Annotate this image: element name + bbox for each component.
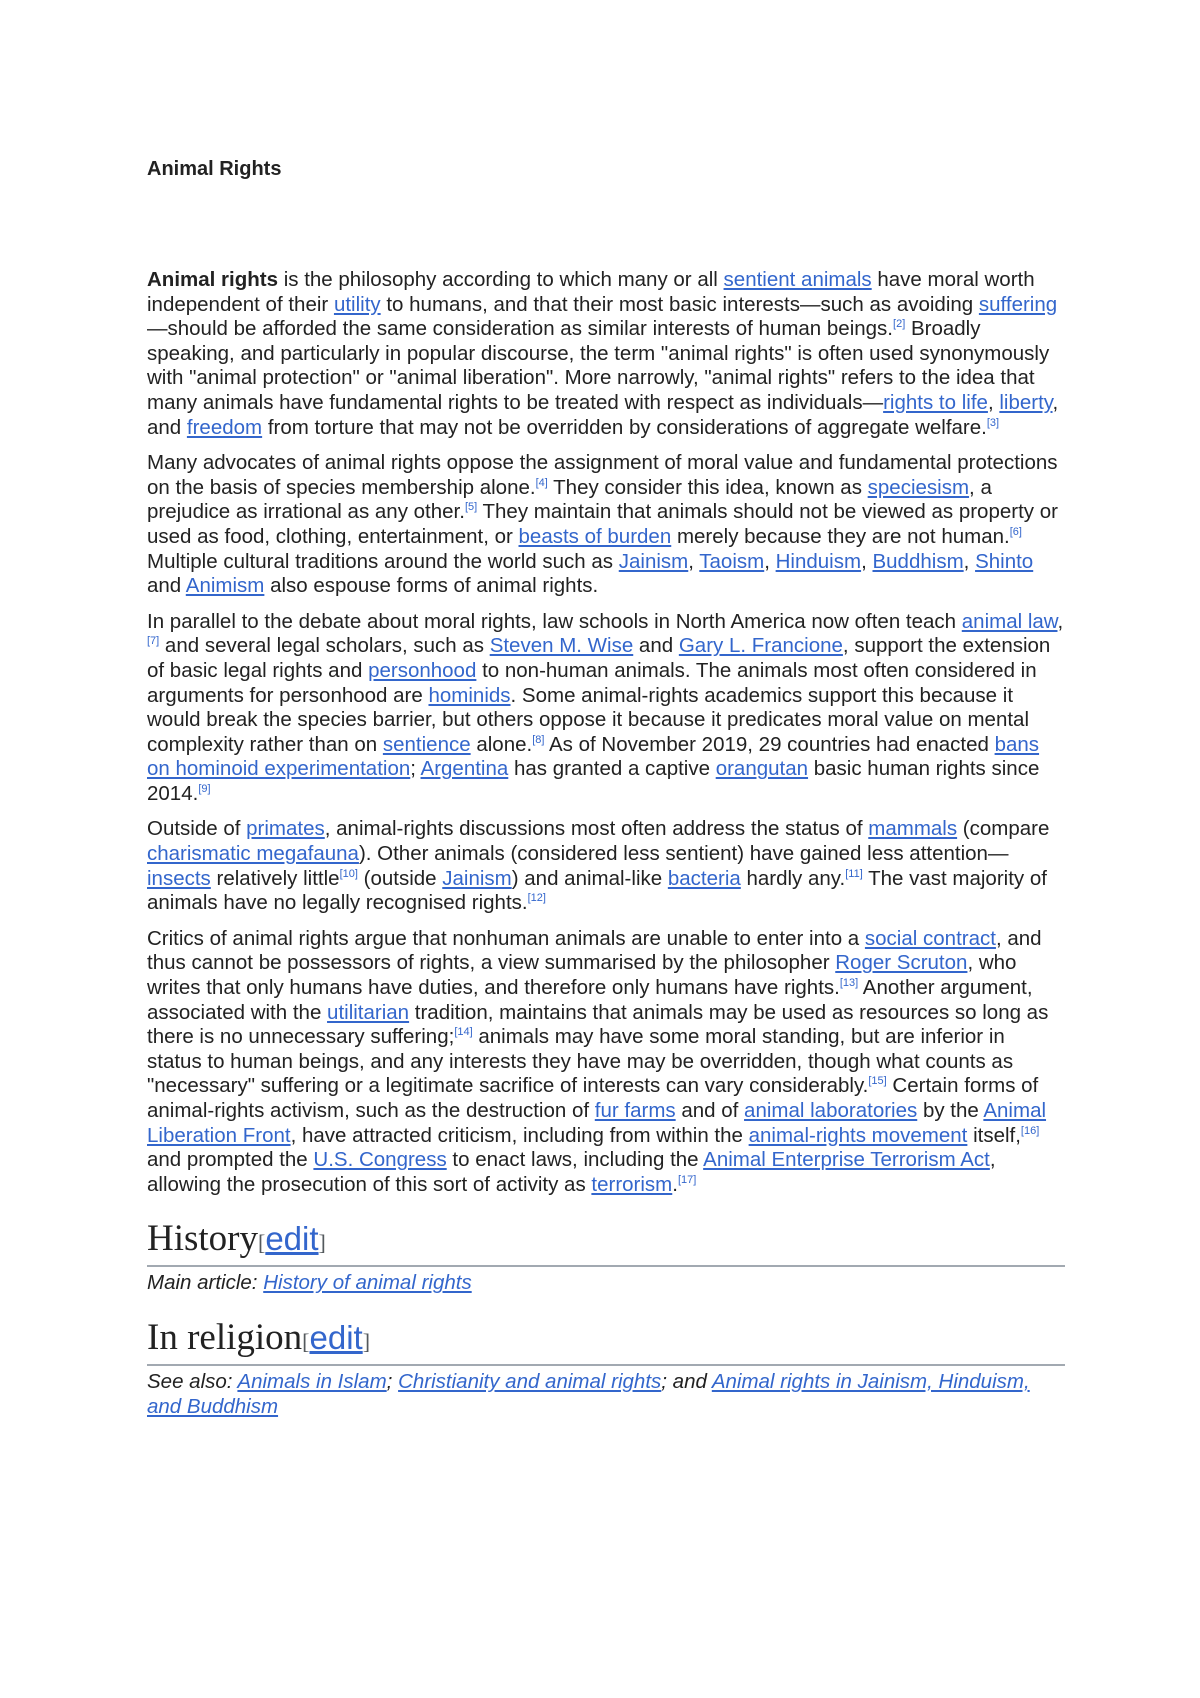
reference-9 — [198, 783, 210, 795]
reference-link[interactable]: [6] — [1009, 526, 1022, 539]
reference-15 — [868, 1076, 886, 1088]
link-social-contract[interactable]: social contract — [864, 926, 996, 950]
reference-link[interactable]: [12] — [527, 892, 546, 905]
link-speciesism[interactable]: speciesism — [867, 475, 970, 499]
text: ) and animal-like — [511, 866, 668, 890]
hatnote-religion — [147, 1370, 1065, 1419]
link-aeta[interactable]: Animal Enterprise Terrorism Act — [703, 1148, 990, 1172]
text: ; — [410, 757, 421, 781]
link-jainism[interactable]: Jainism — [618, 549, 689, 573]
reference-link[interactable]: [15] — [868, 1075, 887, 1088]
text: Certain forms of animal-rights activism, such as the destruction of — [147, 1074, 1039, 1122]
text: and — [633, 634, 679, 658]
link-bans-hominoid[interactable]: bans on hominoid experimentation — [147, 732, 1040, 781]
hatnote-prefix: Main article: — [147, 1271, 264, 1295]
link-sentience[interactable]: sentience — [382, 732, 471, 756]
link-utilitarian[interactable]: utilitarian — [327, 1000, 410, 1024]
text: Broadly speaking, and particularly in popular discourse, the term "animal rights" is often used synonymously with "animal protection" or "animal liberation". More narrowly, "animal rights" refers to the idea that many animals have fundamental rights to be treated with respect as individuals— — [147, 317, 1050, 414]
link-bacteria[interactable]: bacteria — [667, 866, 741, 890]
edit-bracket: [ — [302, 1328, 310, 1354]
hatnote-prefix: See also: — [147, 1369, 238, 1393]
text: (compare — [957, 817, 1050, 841]
text: basic human rights since 2014. — [147, 757, 1040, 805]
text: merely because they are not human. — [671, 524, 1010, 548]
text: , — [987, 390, 1000, 414]
reference-10 — [340, 868, 358, 880]
reference-11 — [845, 868, 863, 880]
edit-bracket: ] — [362, 1328, 371, 1354]
text: , — [963, 549, 976, 573]
link-animism[interactable]: Animism — [185, 574, 265, 598]
text: , and — [147, 390, 1059, 439]
text: (outside — [357, 866, 443, 890]
link-animals-in-islam[interactable]: Animals in Islam — [237, 1369, 387, 1393]
paragraph-primates — [147, 817, 1065, 915]
text: is the philosophy according to which many or all — [278, 268, 724, 291]
text: animals may have some moral standing, but are inferior in status to human beings, and any interests they have may be overridden, though what counts as "necessary" suffering or a legitimate sacrifice of interests can vary considerably. — [147, 1025, 1014, 1098]
link-sentient-animals[interactable]: sentient animals — [723, 268, 872, 291]
reference-link[interactable]: [14] — [454, 1026, 473, 1039]
reference-3 — [987, 417, 999, 429]
text: , allowing the prosecution of this sort of activity as — [147, 1148, 996, 1196]
text: , animal-rights discussions most often address the status of — [324, 817, 869, 841]
text: The vast majority of animals have no legally recognised rights. — [147, 866, 1047, 915]
reference-12 — [528, 892, 546, 904]
reference-link[interactable]: [7] — [147, 635, 160, 648]
reference-6 — [1010, 526, 1022, 538]
link-fur-farms[interactable]: fur farms — [594, 1099, 676, 1122]
link-primates[interactable]: primates — [246, 817, 325, 841]
link-animal-laboratories[interactable]: animal laboratories — [744, 1099, 918, 1122]
text: and of — [675, 1099, 745, 1122]
link-animal-rights-jainism[interactable]: Animal rights in Jainism, Hinduism, and Buddhism — [147, 1369, 1030, 1418]
text: As of November 2019, 29 countries had enacted — [544, 732, 995, 756]
link-buddhism[interactable]: Buddhism — [872, 549, 964, 573]
text: , and thus cannot be possessors of rights, a view summarised by the philosopher — [147, 926, 1042, 975]
text: . Some animal-rights academics support this because it would break the species barrier, but others oppose it because it predicates moral value on mental complexity rather than on — [147, 683, 1030, 756]
text: itself, — [967, 1123, 1021, 1147]
text: hardly any. — [740, 866, 846, 890]
reference-17 — [678, 1174, 696, 1186]
reference-13 — [840, 977, 858, 989]
text: ; — [386, 1369, 399, 1393]
text: has granted a captive — [508, 757, 716, 781]
text: alone. — [470, 732, 533, 756]
text: , — [861, 549, 873, 573]
reference-link[interactable]: [2] — [893, 318, 906, 331]
reference-8 — [532, 734, 544, 746]
link-terrorism[interactable]: terrorism — [591, 1172, 673, 1196]
text: , — [688, 549, 700, 573]
link-animal-liberation-front[interactable]: Animal Liberation Front — [147, 1099, 1047, 1147]
paragraph-speciesism — [147, 451, 1065, 599]
text: , support the extension of basic legal rights and — [147, 634, 1051, 682]
link-roger-scruton[interactable]: Roger Scruton — [835, 951, 968, 975]
reference-link[interactable]: [16] — [1020, 1124, 1040, 1137]
link-animal-rights-movement[interactable]: animal-rights movement — [748, 1123, 968, 1147]
link-history-of-animal-rights[interactable]: History of animal rights — [263, 1271, 472, 1295]
edit-link-religion[interactable]: edit — [309, 1318, 363, 1356]
link-hominids[interactable]: hominids — [428, 683, 511, 707]
text: Many advocates of animal rights oppose the assignment of moral value and fundamental protections on the basis of species membership alone. — [147, 451, 1058, 499]
text: , — [764, 549, 776, 573]
reference-link[interactable]: [13] — [839, 977, 859, 990]
link-shinto[interactable]: Shinto — [975, 549, 1034, 573]
text: and several legal scholars, such as — [159, 634, 490, 658]
link-animal-law[interactable]: animal law — [961, 609, 1058, 633]
text: —should be afforded the same consideration as similar interests of human beings. — [147, 317, 894, 341]
reference-link[interactable]: [10] — [339, 867, 358, 880]
link-taoism[interactable]: Taoism — [699, 549, 765, 573]
section-heading-religion — [147, 1316, 1065, 1366]
reference-link[interactable]: [9] — [198, 783, 211, 796]
link-gary-francione[interactable]: Gary L. Francione — [678, 634, 843, 658]
text: tradition, maintains that animals may be used as resources so long as there is no unnecessary suffering; — [147, 1000, 1049, 1049]
link-charismatic-megafauna[interactable]: charismatic megafauna — [147, 842, 359, 866]
text: Critics of animal rights argue that nonhuman animals are unable to enter into a — [147, 926, 865, 950]
link-utility[interactable]: utility — [333, 292, 381, 316]
reference-4 — [536, 477, 548, 489]
paragraph-critics — [147, 927, 1065, 1198]
paragraph-legal — [147, 610, 1065, 807]
link-insects[interactable]: insects — [147, 866, 211, 890]
text: and — [147, 574, 186, 598]
link-freedom[interactable]: freedom — [186, 415, 263, 439]
text: Multiple cultural traditions around the world such as — [147, 549, 619, 573]
text: ; and — [661, 1369, 712, 1393]
link-beasts-of-burden[interactable]: beasts of burden — [518, 524, 672, 548]
link-hinduism[interactable]: Hinduism — [775, 549, 862, 573]
document-title: Animal Rights — [147, 158, 282, 180]
text: by the — [917, 1099, 984, 1122]
link-mammals[interactable]: mammals — [868, 817, 958, 841]
text: from torture that may not be overridden by considerations of aggregate welfare. — [262, 415, 987, 439]
reference-link[interactable]: [11] — [845, 867, 863, 880]
link-argentina[interactable]: Argentina — [420, 757, 509, 781]
link-personhood[interactable]: personhood — [368, 658, 477, 682]
link-suffering[interactable]: suffering — [978, 292, 1058, 316]
text: Another argument, associated with the — [147, 976, 1033, 1024]
link-rights-to-life[interactable]: rights to life — [883, 390, 988, 414]
edit-bracket: ] — [318, 1230, 326, 1256]
link-us-congress[interactable]: U.S. Congress — [313, 1148, 447, 1172]
text: . — [672, 1172, 678, 1196]
hatnote-history — [147, 1271, 1065, 1296]
text: also espouse forms of animal rights. — [264, 574, 599, 598]
text: to non-human animals. The animals most often considered in arguments for personhood are — [147, 658, 1037, 707]
text: , — [1057, 609, 1064, 633]
text: , have attracted criticism, including from within the — [290, 1123, 749, 1147]
link-liberty[interactable]: liberty — [999, 390, 1053, 414]
text: ). Other animals (considered less sentient) have gained less attention— — [358, 842, 1009, 866]
section-heading-history — [147, 1217, 1065, 1267]
heading-text: History — [147, 1218, 258, 1260]
text: have moral worth independent of their — [147, 268, 1035, 316]
text: relatively little — [210, 866, 340, 890]
reference-link[interactable]: [4] — [535, 476, 548, 489]
link-orangutan[interactable]: orangutan — [715, 757, 809, 781]
paragraph-intro — [147, 268, 1065, 440]
text: In parallel to the debate about moral rights, law schools in North America now often teach — [147, 609, 962, 633]
heading-text: In religion — [147, 1316, 303, 1358]
reference-2 — [893, 318, 905, 330]
edit-bracket: [ — [258, 1230, 266, 1256]
reference-link[interactable]: [8] — [532, 733, 545, 746]
edit-link-history[interactable]: edit — [265, 1220, 319, 1258]
reference-7 — [147, 635, 159, 647]
link-christianity-animal-rights[interactable]: Christianity and animal rights — [398, 1369, 662, 1393]
link-jainism-2[interactable]: Jainism — [442, 866, 512, 890]
text: They consider this idea, known as — [547, 475, 868, 499]
reference-link[interactable]: [17] — [677, 1173, 697, 1186]
lead-term: Animal rights — [147, 268, 278, 291]
text: to humans, and that their most basic interests—such as avoiding — [380, 292, 979, 316]
article-body — [147, 268, 1065, 1430]
text: and prompted the — [147, 1148, 314, 1172]
reference-5 — [465, 502, 477, 514]
text: They maintain that animals should not be viewed as property or used as food, clothing, entertainment, or — [147, 500, 1058, 548]
text: , who writes that only humans have duties, and therefore only humans have rights. — [147, 951, 1017, 1000]
text: to enact laws, including the — [446, 1148, 704, 1172]
reference-link[interactable]: [5] — [464, 501, 478, 514]
reference-14 — [454, 1026, 472, 1038]
reference-16 — [1021, 1125, 1039, 1137]
text: , a prejudice as irrational as any other. — [147, 475, 992, 524]
text: Outside of — [147, 817, 247, 841]
link-steven-wise[interactable]: Steven M. Wise — [489, 634, 634, 658]
reference-link[interactable]: [3] — [986, 416, 1000, 429]
